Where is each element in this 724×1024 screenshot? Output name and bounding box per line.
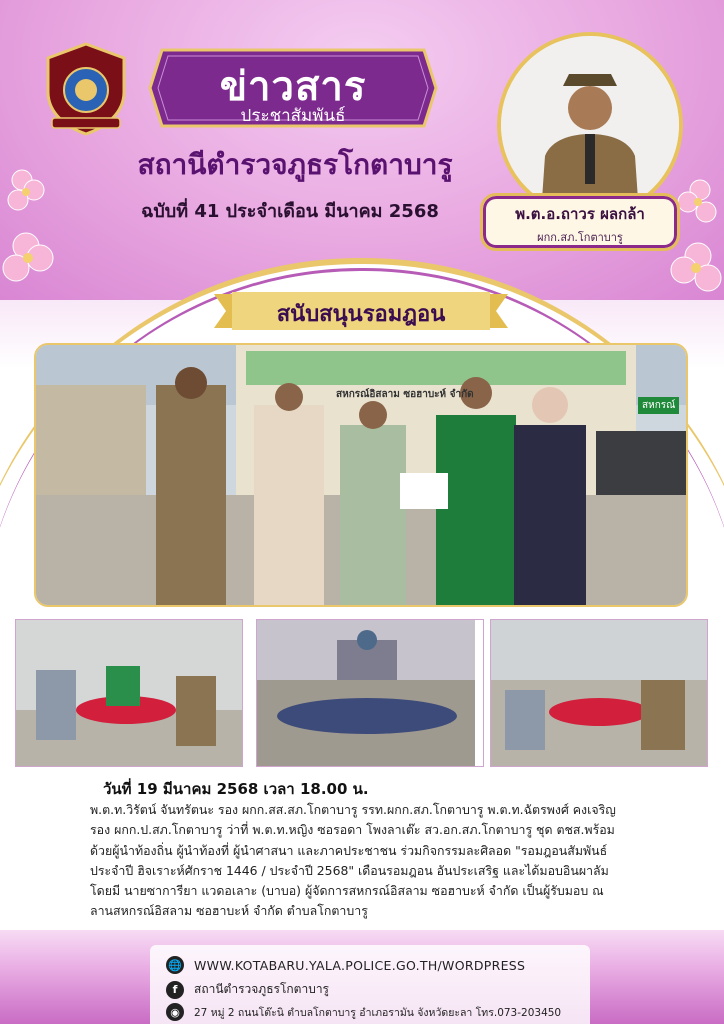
photo-sign-right: สหกรณ์ [638,397,679,414]
footer-website-row[interactable] [166,956,525,974]
main-event-photo [34,343,688,607]
article-date: วันที่ 19 มีนาคม 2568 เวลา 18.00 น. [103,780,369,798]
commander-position: ผกก.สภ.โกตาบารู [537,231,623,244]
article-body [90,800,670,922]
commander-portrait [497,32,683,218]
newsletter-subtitle: ประชาสัมพันธ์ [240,106,346,126]
location-pin-icon: ◉ [166,1003,184,1021]
footer-website[interactable]: WWW.KOTABARU.YALA.POLICE.GO.TH/WORDPRESS [194,957,526,973]
station-name: สถานีตำรวจภูธรโกตาบารู [137,148,453,181]
article-line: ลานสหกรณ์อิสลาม ซอฮาบะห์ จำกัด ตำบลโกตาบารู [90,903,368,919]
footer-facebook[interactable]: สถานีตำรวจภูธรโกตาบารู [194,982,329,996]
flower-decoration-left [0,150,60,300]
event-photo-thumbnail-2 [256,619,484,767]
newsletter-title: ข่าวสาร [219,64,367,110]
footer-address: 27 หมู่ 2 ถนนโต๊ะนิ ตำบลโกตาบารู อำเภอรามัน จังหวัดยะลา โทร.073-203450 [194,1006,562,1019]
article-line: พ.ต.ท.วิรัตน์ จันทรัตนะ รอง ผกก.สส.สภ.โกตาบารู รรท.ผกก.สภ.โกตาบารู พ.ต.ท.ฉัตรพงศ์ คงเจริญ [90,802,616,817]
footer-facebook-row[interactable] [166,980,329,999]
police-badge-logo [38,40,134,136]
footer-address-row [166,1003,561,1021]
article-line: ประจำปี ฮิจเราะห์ศักราช 1446 / ประจำปี 2568" เดือนรอมฎอน อันประเสริฐ และได้มอบอินผาลัม [90,862,609,878]
article-line: ด้วยผู้นำท้องถิ่น ผู้นำท้องที่ ผู้นำศาสนา และภาคประชาชน ร่วมกิจกรรมละศิลอด "รอมฎอนสัมพันธ์ [90,842,608,858]
event-photo-thumbnail-3 [490,619,708,767]
article-line: โดยมี นายซาการียา แวดอเลาะ (บาบอ) ผู้จัดการสหกรณ์อิสลาม ซอฮาบะห์ จำกัด เป็นผู้รับมอบ ณ [90,883,604,899]
newsletter-title-plaque [148,48,438,128]
globe-icon: 🌐 [166,956,184,974]
facebook-icon: f [166,981,184,999]
issue-number: ฉบับที่ 41 ประจำเดือน มีนาคม 2568 [141,201,439,222]
event-photo-thumbnail-1 [15,619,243,767]
commander-name-box [480,193,680,251]
section-title: สนับสนุนรอมฎอน [276,302,446,327]
commander-name: พ.ต.อ.ถาวร ผลกล้า [515,205,645,223]
photo-sign-text: สหกรณ์อิสลาม ซอฮาบะห์ จำกัด [336,389,474,400]
article-line: รอง ผกก.ป.สภ.โกตาบารู ว่าที่ พ.ต.ท.หญิง ซอรอดา โพงลาเต๊ะ สว.อก.สภ.โกตาบารู ชุด ตชส.พร้อม [90,822,615,838]
